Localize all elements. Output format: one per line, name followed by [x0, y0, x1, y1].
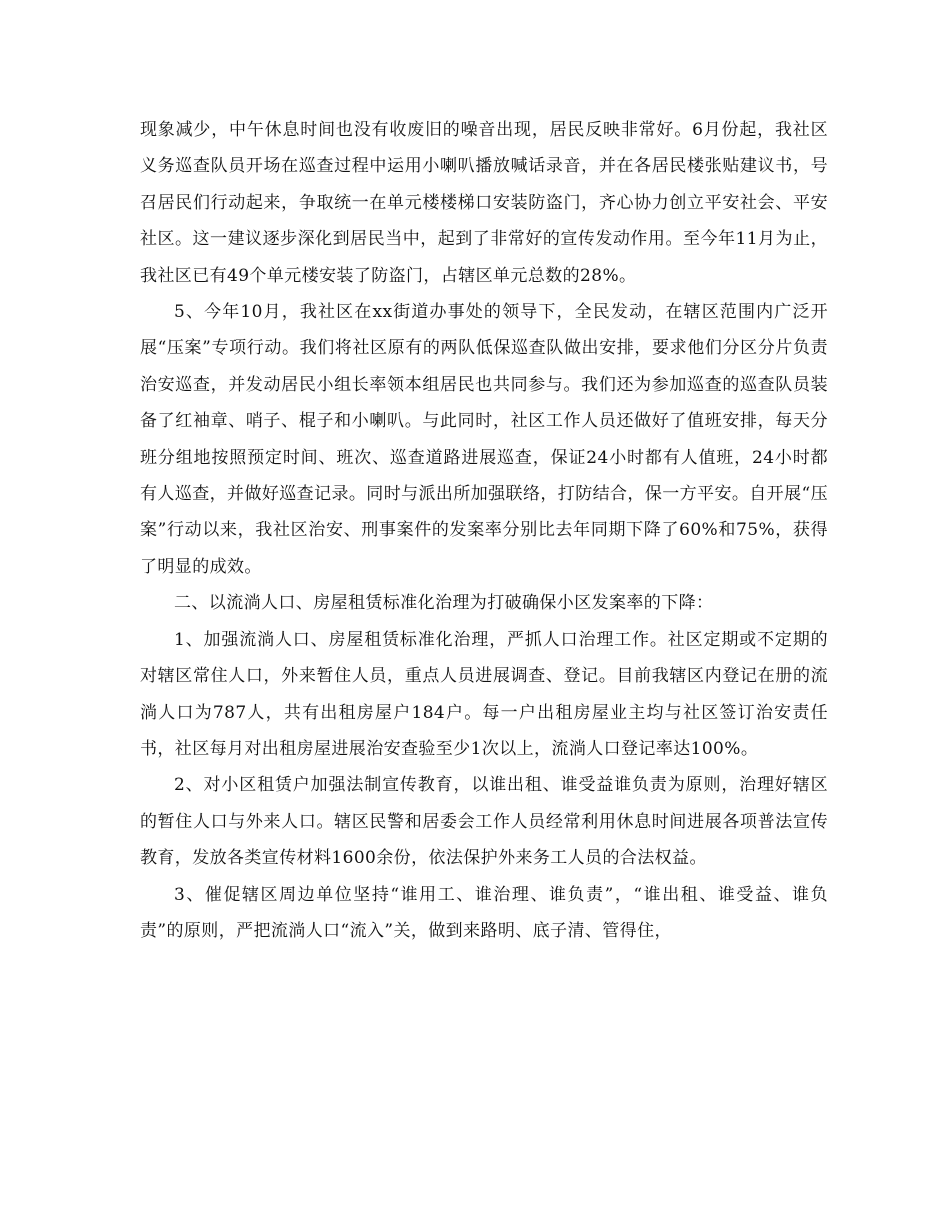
paragraph-item-3: 3、催促辖区周边单位坚持“谁用工、谁治理、谁负责”，“谁出租、谁受益、谁负责”的原则，严把流淌人口“流入”关，做到来路明、底子清、管得住，	[140, 884, 828, 941]
document-body	[140, 112, 828, 949]
section-heading-2: 二、以流淌人口、房屋租赁标准化治理为打破确保小区发案率的下降：	[174, 593, 714, 614]
paragraph-item-5: 5、今年10月，我社区在xx街道办事处的领导下，全民发动，在辖区范围内广泛开展“压案”专项行动。我们将社区原有的两队低保巡查队做出安排，要求他们分区分片负责治安巡查，并发动居民小组长率领本组居民也共同参与。我们还为参加巡查的巡查队员装备了红袖章、哨子、棍子和小喇叭。与此同时，社区工作人员还做好了值班安排，每天分班分组地按照预定时间、班次、巡查道路进展巡查，保证24小时都有人值班，24小时都有人巡查，并做好巡查记录。同时与派出所加强联络，打防结合，保一方平安。自开展“压案”行动以来，我社区治安、刑事案件的发案率分别比去年同期下降了60%和75%，获得了明显的成效。	[140, 302, 828, 577]
paragraph-item-1: 1、加强流淌人口、房屋租赁标准化治理，严抓人口治理工作。社区定期或不定期的对辖区常住人口，外来暂住人员，重点人员进展调查、登记。目前我辖区内登记在册的流淌人口为787人，共有出租房屋户184户。每一户出租房屋业主均与社区签订治安责任书，社区每月对出租房屋进展治安查验至少1次以上，流淌人口登记率达100%。	[140, 629, 828, 759]
paragraph-item-2: 2、对小区租赁户加强法制宣传教育，以谁出租、谁受益谁负责为原则，治理好辖区的暂住人口与外来人口。辖区民警和居委会工作人员经常利用休息时间进展各项普法宣传教育，发放各类宣传材料1600余份，依法保护外来务工人员的合法权益。	[140, 775, 828, 869]
paragraph-continuation: 现象减少，中午休息时间也没有收废旧的噪音出现，居民反映非常好。6月份起，我社区义务巡查队员开场在巡查过程中运用小喇叭播放喊话录音，并在各居民楼张贴建议书，号召居民们行动起来，争取统一在单元楼楼梯口安装防盗门，齐心协力创立平安社会、平安社区。这一建议逐步深化到居民当中，起到了非常好的宣传发动作用。至今年11月为止，我社区已有49个单元楼安装了防盗门，占辖区单元总数的28%。	[140, 120, 828, 286]
